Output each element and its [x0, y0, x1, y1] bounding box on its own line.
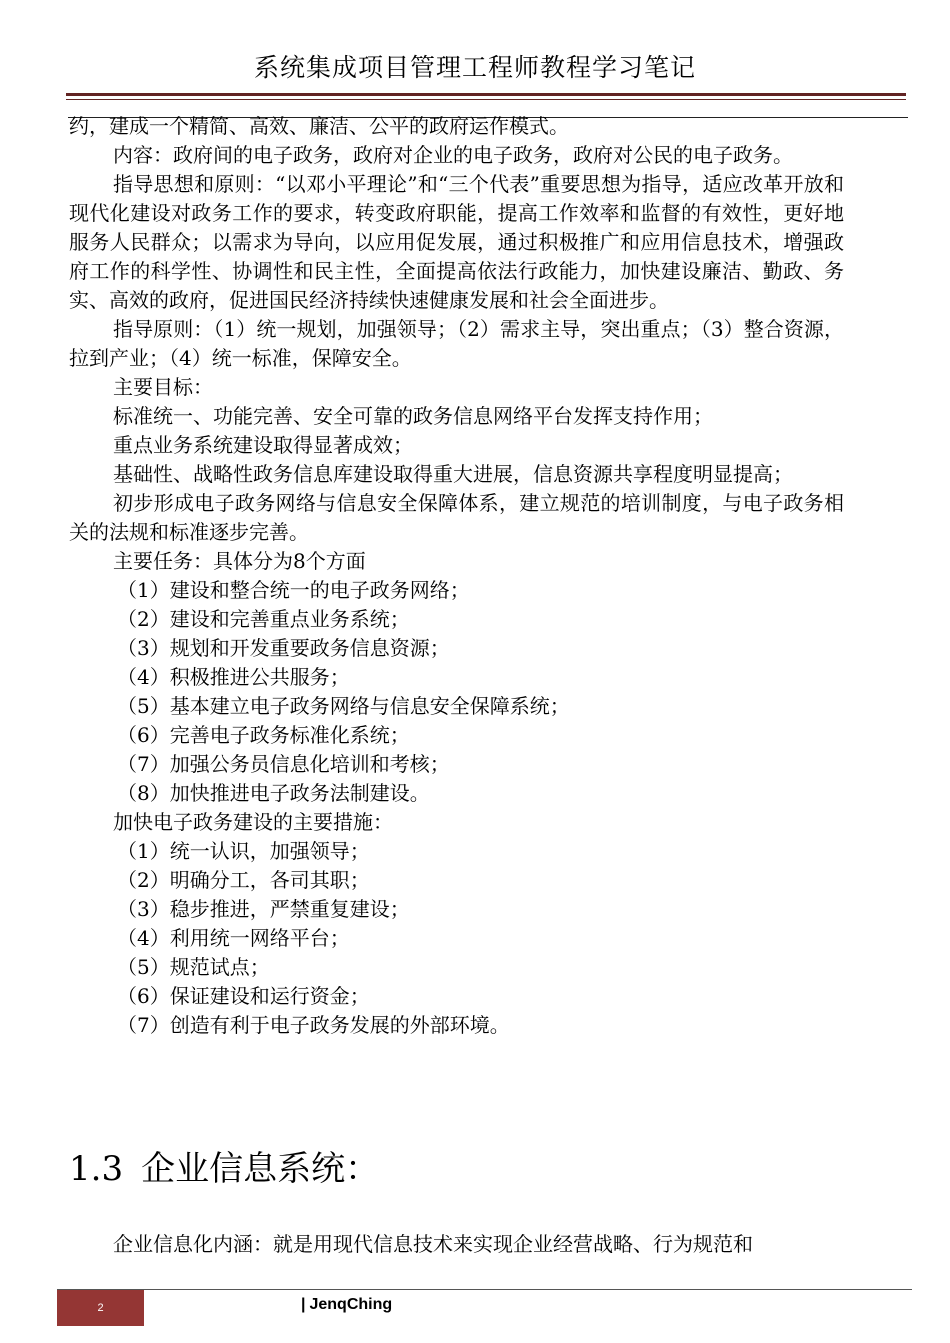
list-item: （7）加强公务员信息化培训和考核； — [117, 752, 450, 776]
list-item: （5）基本建立电子政务网络与信息安全保障系统； — [117, 694, 570, 718]
paragraph: 指导思想和原则：“以邓小平理论”和“三个代表”重要思想为指导，适应改革开放和现代化建设对政务工作的要求，转变政府职能，提高工作效率和监督的有效性，更好地服务人民群众；以需求为导向，以应用促发展，通过积极推广和应用信息技术，增强政府工作的科学性、协调性和民主性，全面提高依法行政能力，加快建设廉洁、勤政、务实、高效的政府，促进国民经济持续快速健康发展和社会全面进步。 — [69, 172, 844, 312]
paragraph: 主要目标： — [113, 375, 213, 399]
paragraph: 初步形成电子政务网络与信息安全保障体系，建立规范的培训制度，与电子政务相关的法规和标准逐步完善。 — [69, 491, 844, 544]
list-item: （3）规划和开发重要政务信息资源； — [117, 636, 450, 660]
list-item: （5）规范试点； — [117, 955, 270, 979]
list-item: （8）加快推进电子政务法制建设。 — [117, 781, 430, 805]
paragraph: 基础性、战略性政务信息库建设取得重大进展，信息资源共享程度明显提高； — [113, 462, 793, 486]
list-item: （4）利用统一网络平台； — [117, 926, 350, 950]
list-item: （6）完善电子政务标准化系统； — [117, 723, 410, 747]
paragraph: 标准统一、功能完善、安全可靠的政务信息网络平台发挥支持作用； — [113, 404, 713, 428]
list-item: （4）积极推进公共服务； — [117, 665, 350, 689]
paragraph: 约，建成一个精简、高效、廉洁、公平的政府运作模式。 — [69, 114, 569, 138]
footer-author — [301, 1294, 392, 1316]
header-rule-thin — [66, 99, 906, 100]
paragraph: 内容：政府间的电子政务，政府对企业的电子政务，政府对公民的电子政务。 — [113, 143, 793, 167]
list-item: （3）稳步推进，严禁重复建设； — [117, 897, 410, 921]
paragraph: 加快电子政务建设的主要措施： — [113, 810, 393, 834]
list-item: （2）明确分工，各司其职； — [117, 868, 370, 892]
list-item: （1）统一认识，加强领导； — [117, 839, 370, 863]
header-rule — [66, 93, 906, 96]
list-item: （1）建设和整合统一的电子政务网络； — [117, 578, 470, 602]
page-number: 2 — [97, 1302, 104, 1314]
section-heading — [69, 1147, 379, 1191]
author-name: JenqChing — [309, 1296, 393, 1313]
body-text — [69, 112, 844, 1040]
list-item: （7）创造有利于电子政务发展的外部环境。 — [117, 1013, 510, 1037]
section-intro-paragraph: 企业信息化内涵：就是用现代信息技术来实现企业经营战略、行为规范和 — [113, 1232, 753, 1256]
list-item: （6）保证建设和运行资金； — [117, 984, 370, 1008]
paragraph: 指导原则：（1）统一规划，加强领导；（2）需求主导，突出重点；（3）整合资源，拉到产业；（4）统一标准，保障安全。 — [69, 317, 844, 370]
paragraph: 重点业务系统建设取得显著成效； — [113, 433, 413, 457]
running-header-title: 系统集成项目管理工程师教程学习笔记 — [253, 53, 696, 82]
footer-separator: | — [301, 1296, 306, 1313]
page-number-box — [57, 1290, 144, 1326]
footer-rule — [57, 1289, 912, 1290]
paragraph: 主要任务：具体分为8个方面 — [113, 549, 366, 573]
section-number: 1.3 — [69, 1149, 124, 1189]
list-item: （2）建设和完善重点业务系统； — [117, 607, 410, 631]
section-title: 企业信息系统： — [141, 1149, 380, 1189]
